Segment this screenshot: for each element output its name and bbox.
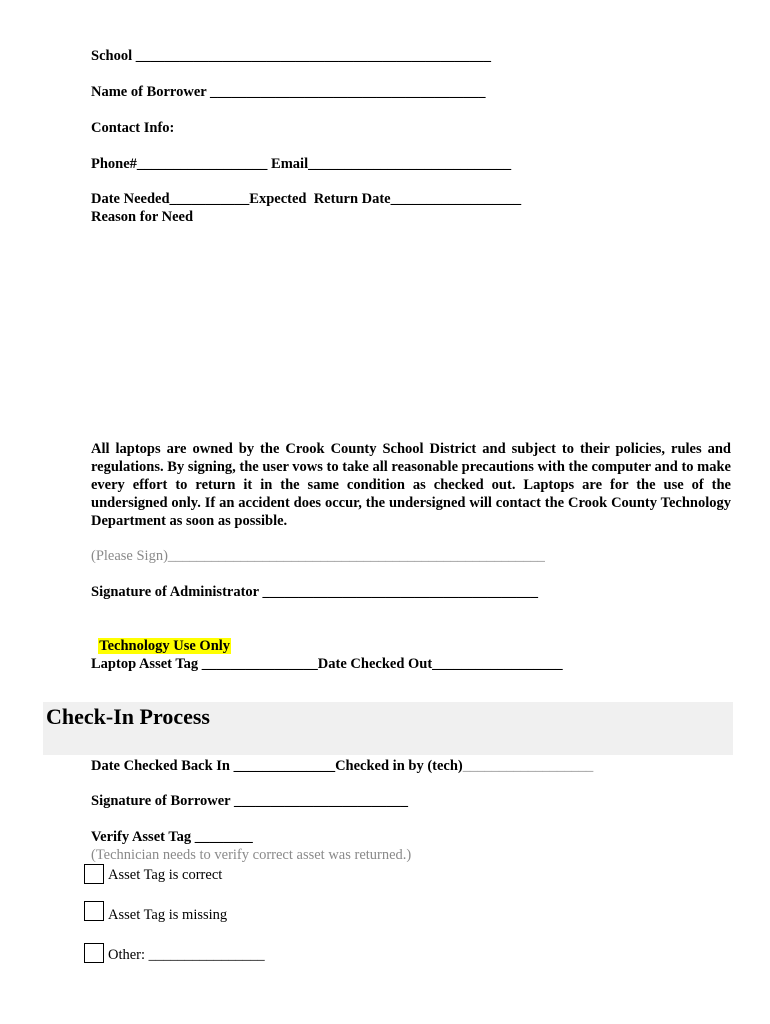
highlight-text: Technology Use Only bbox=[99, 638, 231, 654]
asset-tag-missing-label: Asset Tag is missing bbox=[108, 907, 228, 923]
technician-note: (Technician needs to verify correct asset was returned.) bbox=[91, 847, 412, 863]
other-checkbox[interactable] bbox=[84, 943, 104, 963]
checked-in-by-blank[interactable]: __________________ bbox=[462, 758, 594, 774]
date-checked-back-field[interactable] bbox=[91, 757, 593, 775]
asset-tag-missing-checkbox[interactable] bbox=[84, 901, 104, 921]
administrator-signature-field[interactable]: Signature of Administrator ______________________________________ bbox=[91, 584, 538, 600]
please-sign-field[interactable]: (Please Sign)____________________________________________________ bbox=[91, 548, 545, 564]
other-label[interactable]: Other: ________________ bbox=[108, 947, 265, 963]
policy-paragraph: All laptops are owned by the Crook County School District and subject to their policies, rules and regulations. By signing, the user vows to take all reasonable precautions with the computer and to make every effort to return it in the same condition as checked out. Laptops are for the use of the undersigned only. If an accident does occur, the undersigned will contact the Crook County Technology Department as soon as possible. bbox=[91, 441, 731, 529]
date-checked-back-label: Date Checked Back In ______________Checked in by (tech) bbox=[91, 758, 463, 774]
technology-use-only-label bbox=[91, 619, 231, 655]
borrower-signature-field[interactable]: Signature of Borrower ________________________ bbox=[91, 793, 408, 809]
phone-email-field[interactable]: Phone#__________________ Email____________________________ bbox=[91, 156, 512, 172]
dates-field[interactable]: Date Needed___________Expected Return Date__________________ bbox=[91, 191, 522, 207]
asset-tag-correct-label: Asset Tag is correct bbox=[108, 867, 223, 883]
verify-asset-tag-field[interactable]: Verify Asset Tag ________ bbox=[91, 829, 253, 845]
borrower-name-field[interactable]: Name of Borrower ______________________________________ bbox=[91, 84, 486, 100]
check-in-section-header bbox=[43, 702, 733, 755]
school-field[interactable]: School _________________________________________________ bbox=[91, 48, 491, 64]
reason-for-need-label: Reason for Need bbox=[91, 209, 194, 225]
asset-tag-correct-checkbox[interactable] bbox=[84, 864, 104, 884]
check-in-title: Check-In Process bbox=[46, 704, 210, 729]
laptop-asset-tag-field[interactable]: Laptop Asset Tag ________________Date Checked Out__________________ bbox=[91, 656, 563, 672]
contact-info-label: Contact Info: bbox=[91, 120, 175, 136]
